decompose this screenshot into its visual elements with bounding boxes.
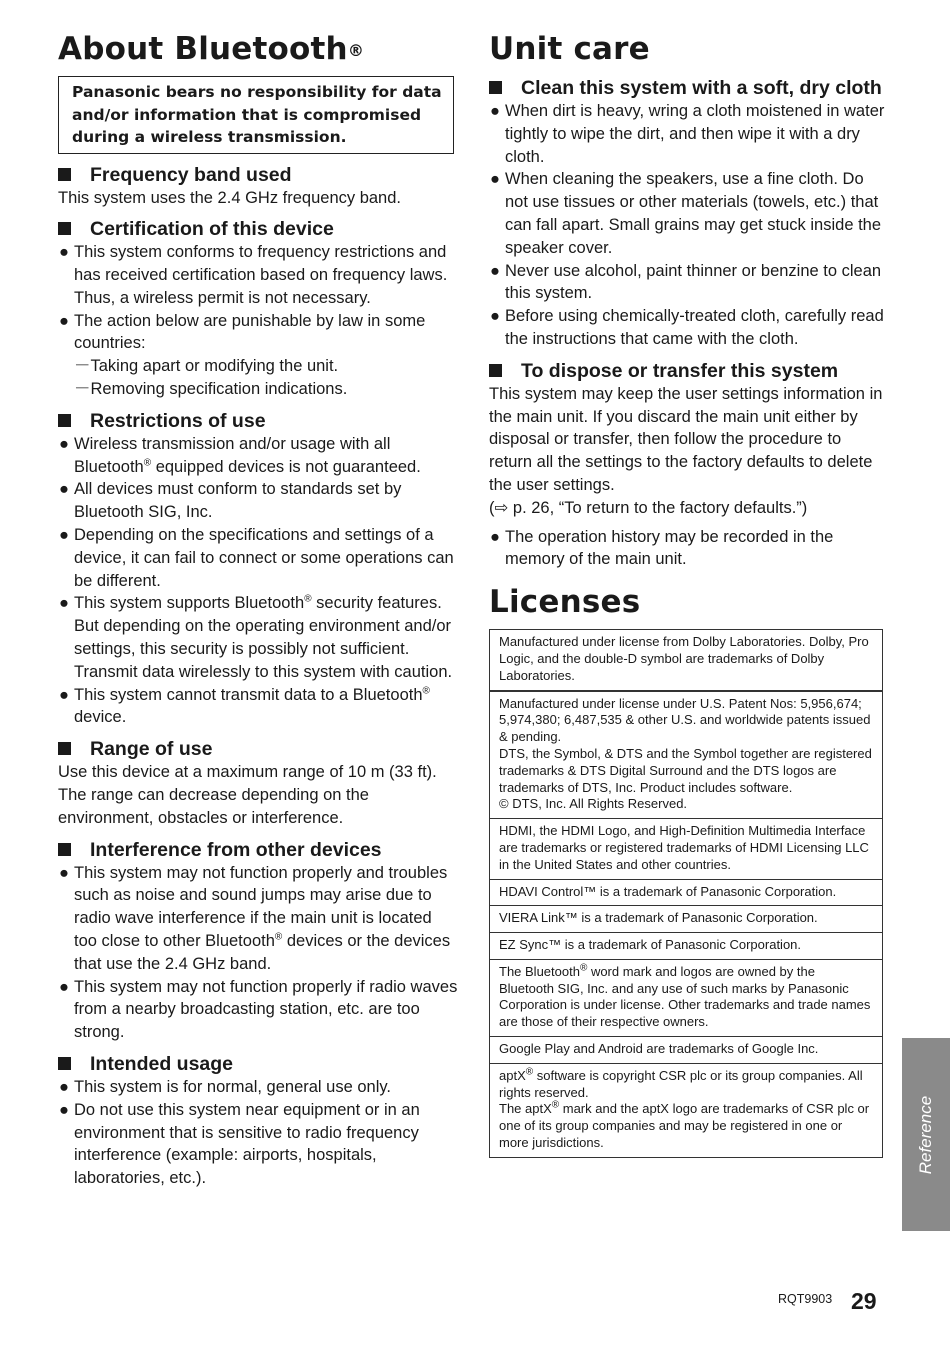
- square-bullet-icon: [58, 742, 71, 755]
- frequency-text: This system uses the 2.4 GHz frequency band.: [58, 188, 401, 207]
- list-item: ● This system conforms to frequency restrictions and has received certification based on frequency laws. Thus, a wireless permit is not necessary.: [59, 243, 448, 307]
- right-column: [489, 30, 887, 1158]
- restrictions-list: [58, 433, 458, 729]
- list-item: ● When cleaning the speakers, use a fine cloth. Do not use tissues or other materials (towels, etc.) that can fall apart. Small grains may get stuck inside the speaker cover.: [490, 170, 882, 257]
- square-bullet-icon: [58, 414, 71, 427]
- list-item: ● Never use alcohol, paint thinner or benzine to clean this system.: [490, 261, 882, 303]
- list-item: ● Do not use this system near equipment or in an environment that is sensitive to radio frequency interference (example: airports, hospitals, laboratories, etc.).: [59, 1100, 420, 1188]
- square-bullet-icon: [489, 364, 502, 377]
- dispose-reference: (⇨ p. 26, “To return to the factory defaults.”): [489, 498, 808, 517]
- dash-item: －Removing specification indications.: [74, 380, 348, 399]
- list-item: ● This system may not function properly and troubles such as noise and sound jumps may arise due to radio wave interference if the main unit is located too close to other Bluetooth® devices or the devices that use the 2.4 GHz band.: [59, 863, 451, 973]
- license-bluetooth: The Bluetooth® word mark and logos are owned by the Bluetooth SIG, Inc. and any use of such marks by Panasonic Corporation is under license. Other trademarks and trade names are those of their respective owners.: [490, 959, 882, 1036]
- clean-list: [489, 100, 887, 351]
- range-heading: Range of use: [58, 737, 458, 761]
- square-bullet-icon: [58, 222, 71, 235]
- license-viera: VIERA Link™ is a trademark of Panasonic Corporation.: [490, 905, 882, 932]
- interference-heading: Interference from other devices: [58, 838, 458, 862]
- list-item: ● Depending on the specifications and settings of a device, it can fail to connect or some operations can be different.: [59, 526, 454, 590]
- page-number: 29: [851, 1288, 877, 1314]
- license-hdavi: HDAVI Control™ is a trademark of Panasonic Corporation.: [490, 879, 882, 906]
- restrictions-heading: Restrictions of use: [58, 409, 458, 433]
- certification-list: [58, 241, 458, 355]
- reference-side-tab: Reference: [902, 1038, 950, 1231]
- dispose-text: This system may keep the user settings information in the main unit. If you discard the main unit either by disposal or transfer, then follow the procedure to return all the settings to the factory defaults to delete the user settings.: [489, 384, 883, 494]
- square-bullet-icon: [58, 843, 71, 856]
- intended-usage-list: [58, 1076, 458, 1190]
- license-aptx: aptX® software is copyright CSR plc or its group companies. All rights reserved. The aptX® mark and the aptX logo are trademarks of CSR plc or one of its group companies and may be registered in one or more jurisdictions.: [490, 1063, 882, 1157]
- list-item: ● This system may not function properly if radio waves from a nearby broadcasting station, etc. are too strong.: [59, 977, 458, 1042]
- dispose-heading: To dispose or transfer this system: [489, 359, 887, 383]
- square-bullet-icon: [58, 1057, 71, 1070]
- list-item: ● Wireless transmission and/or usage with all Bluetooth® equipped devices is not guaranteed.: [59, 434, 421, 476]
- unit-care-title: Unit care: [489, 31, 650, 67]
- list-item: ● When dirt is heavy, wring a cloth moistened in water tightly to wipe the dirt, and then wipe it with a dry cloth.: [490, 102, 885, 166]
- list-item: ● Before using chemically-treated cloth, carefully read the instructions that came with the cloth.: [490, 307, 884, 348]
- list-item: ● This system is for normal, general use only.: [59, 1078, 391, 1096]
- list-item: ● This system cannot transmit data to a Bluetooth® device.: [59, 685, 430, 727]
- dispose-list: [489, 526, 887, 572]
- license-hdmi: HDMI, the HDMI Logo, and High-Definition Multimedia Interface are trademarks or registered trademarks of HDMI Licensing LLC in the United States and other countries.: [490, 818, 882, 878]
- square-bullet-icon: [58, 168, 71, 181]
- license-google: Google Play and Android are trademarks of Google Inc.: [490, 1036, 882, 1063]
- intended-usage-heading: Intended usage: [58, 1052, 458, 1076]
- licenses-title: Licenses: [489, 584, 641, 621]
- dash-item: －Taking apart or modifying the unit.: [74, 357, 339, 376]
- certification-heading: Certification of this device: [58, 217, 458, 241]
- clean-heading: Clean this system with a soft, dry cloth: [489, 76, 887, 100]
- list-item: ● The action below are punishable by law in some countries:: [59, 311, 426, 353]
- about-bluetooth-title: About Bluetooth®: [58, 31, 365, 67]
- license-ezsync: EZ Sync™ is a trademark of Panasonic Corporation.: [490, 932, 882, 959]
- interference-list: [58, 862, 458, 1044]
- range-text: Use this device at a maximum range of 10 m (33 ft). The range can decrease depending on the environment, obstacles or interference.: [58, 763, 437, 827]
- list-item: ● The operation history may be recorded in the memory of the main unit.: [490, 527, 834, 569]
- left-column: [58, 30, 458, 1190]
- license-dolby: Manufactured under license from Dolby Laboratories. Dolby, Pro Logic, and the double-D symbol are trademarks of Dolby Laboratories.: [499, 634, 869, 683]
- list-item: ● This system supports Bluetooth® security features. But depending on the operating environment and/or settings, this security is possibly not sufficient. Transmit data wirelessly to this system with caution.: [59, 593, 453, 681]
- document-code: RQT9903: [778, 1292, 833, 1306]
- list-item: ● All devices must conform to standards set by Bluetooth SIG, Inc.: [59, 480, 402, 522]
- square-bullet-icon: [489, 81, 502, 94]
- frequency-heading: Frequency band used: [58, 163, 458, 187]
- disclaimer-box: Panasonic bears no responsibility for data and/or information that is compromised during a wireless transmission.: [58, 76, 454, 154]
- license-dts: Manufactured under license under U.S. Patent Nos: 5,956,674; 5,974,380; 6,487,535 & other U.S. and worldwide patents issued & pending. DTS, the Symbol, & DTS and the Symbol together are registered trademarks & DTS Digital Surround and the DTS logos are trademarks of DTS, Inc. Product includes software. © DTS, Inc. All Rights Reserved.: [490, 690, 882, 819]
- licenses-table: [489, 629, 883, 1158]
